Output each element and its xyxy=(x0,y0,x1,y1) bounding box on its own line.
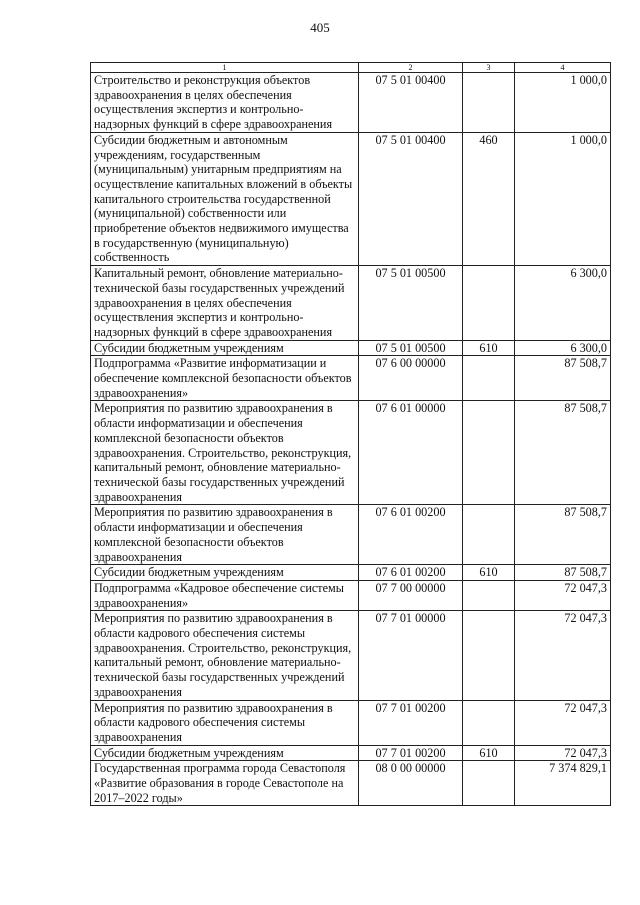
item-name-cell: Строительство и реконструкция объектов здравоохранения в целях обеспечения осуществления экспертиз и контрольно-надзорных функций в сфере здравоохранения xyxy=(91,73,359,133)
amount-cell: 87 508,7 xyxy=(515,565,611,581)
target-code-cell: 07 7 01 00000 xyxy=(359,611,463,700)
amount-cell: 87 508,7 xyxy=(515,401,611,505)
target-code-cell: 07 7 00 00000 xyxy=(359,580,463,610)
table-row xyxy=(91,340,611,356)
item-name-cell: Субсидии бюджетным и автономным учреждениям, государственным (муниципальным) унитарным предприятиям на осуществление капитальных вложений в объекты капитального строительства государственной (муниципальной) собственности или приобретение объектов недвижимого имущества в государственную (муниципальную) собственность xyxy=(91,132,359,265)
table-row xyxy=(91,565,611,581)
amount-cell: 72 047,3 xyxy=(515,580,611,610)
expense-type-cell: 610 xyxy=(463,565,515,581)
amount-cell: 1 000,0 xyxy=(515,132,611,265)
item-name-cell: Капитальный ремонт, обновление материально-технической базы государственных учреждений здравоохранения в целях обеспечения осуществления экспертиз и контрольно-надзорных функций в сфере здравоохранения xyxy=(91,266,359,341)
amount-cell: 6 300,0 xyxy=(515,266,611,341)
amount-cell: 72 047,3 xyxy=(515,611,611,700)
amount-cell: 1 000,0 xyxy=(515,73,611,133)
item-name-cell: Подпрограмма «Развитие информатизации и обеспечение комплексной безопасности объектов здравоохранения» xyxy=(91,356,359,401)
table-row xyxy=(91,611,611,700)
header-col-2: 2 xyxy=(359,63,463,73)
budget-table xyxy=(90,62,611,806)
amount-cell: 72 047,3 xyxy=(515,700,611,745)
table-body xyxy=(91,73,611,806)
table-header-row xyxy=(91,63,611,73)
item-name-cell: Подпрограмма «Кадровое обеспечение системы здравоохранения» xyxy=(91,580,359,610)
item-name-cell: Субсидии бюджетным учреждениям xyxy=(91,565,359,581)
expense-type-cell: 610 xyxy=(463,745,515,761)
target-code-cell: 07 6 01 00200 xyxy=(359,505,463,565)
header-col-4: 4 xyxy=(515,63,611,73)
expense-type-cell xyxy=(463,356,515,401)
header-col-3: 3 xyxy=(463,63,515,73)
target-code-cell: 07 6 01 00200 xyxy=(359,565,463,581)
target-code-cell: 07 5 01 00500 xyxy=(359,266,463,341)
target-code-cell: 07 5 01 00400 xyxy=(359,132,463,265)
expense-type-cell xyxy=(463,611,515,700)
target-code-cell: 07 5 01 00500 xyxy=(359,340,463,356)
expense-type-cell xyxy=(463,266,515,341)
expense-type-cell: 460 xyxy=(463,132,515,265)
expense-type-cell xyxy=(463,401,515,505)
header-col-1: 1 xyxy=(91,63,359,73)
amount-cell: 7 374 829,1 xyxy=(515,761,611,806)
target-code-cell: 07 5 01 00400 xyxy=(359,73,463,133)
target-code-cell: 07 7 01 00200 xyxy=(359,745,463,761)
item-name-cell: Мероприятия по развитию здравоохранения в области информатизации и обеспечения комплексной безопасности объектов здравоохранения xyxy=(91,505,359,565)
table-row xyxy=(91,700,611,745)
item-name-cell: Государственная программа города Севастополя «Развитие образования в городе Севастополе на 2017–2022 годы» xyxy=(91,761,359,806)
table-row xyxy=(91,761,611,806)
table-row xyxy=(91,580,611,610)
target-code-cell: 07 6 00 00000 xyxy=(359,356,463,401)
table-row xyxy=(91,401,611,505)
target-code-cell: 07 7 01 00200 xyxy=(359,700,463,745)
target-code-cell: 08 0 00 00000 xyxy=(359,761,463,806)
target-code-cell: 07 6 01 00000 xyxy=(359,401,463,505)
item-name-cell: Мероприятия по развитию здравоохранения в области кадрового обеспечения системы здравоохранения. Строительство, реконструкция, капитальный ремонт, обновление материально-технической базы государственных учреждений здравоохранения xyxy=(91,611,359,700)
item-name-cell: Мероприятия по развитию здравоохранения в области кадрового обеспечения системы здравоохранения xyxy=(91,700,359,745)
table-row xyxy=(91,356,611,401)
expense-type-cell xyxy=(463,761,515,806)
amount-cell: 72 047,3 xyxy=(515,745,611,761)
item-name-cell: Субсидии бюджетным учреждениям xyxy=(91,745,359,761)
expense-type-cell: 610 xyxy=(463,340,515,356)
table-row xyxy=(91,266,611,341)
item-name-cell: Мероприятия по развитию здравоохранения в области информатизации и обеспечения комплексной безопасности объектов здравоохранения. Строительство, реконструкция, капитальный ремонт, обновление материально-технической базы государственных учреждений здравоохранения xyxy=(91,401,359,505)
expense-type-cell xyxy=(463,580,515,610)
expense-type-cell xyxy=(463,73,515,133)
table-row xyxy=(91,505,611,565)
table-row xyxy=(91,132,611,265)
item-name-cell: Субсидии бюджетным учреждениям xyxy=(91,340,359,356)
table-row xyxy=(91,745,611,761)
table-row xyxy=(91,73,611,133)
amount-cell: 6 300,0 xyxy=(515,340,611,356)
expense-type-cell xyxy=(463,505,515,565)
amount-cell: 87 508,7 xyxy=(515,356,611,401)
expense-type-cell xyxy=(463,700,515,745)
amount-cell: 87 508,7 xyxy=(515,505,611,565)
page-number: 405 xyxy=(310,20,330,35)
